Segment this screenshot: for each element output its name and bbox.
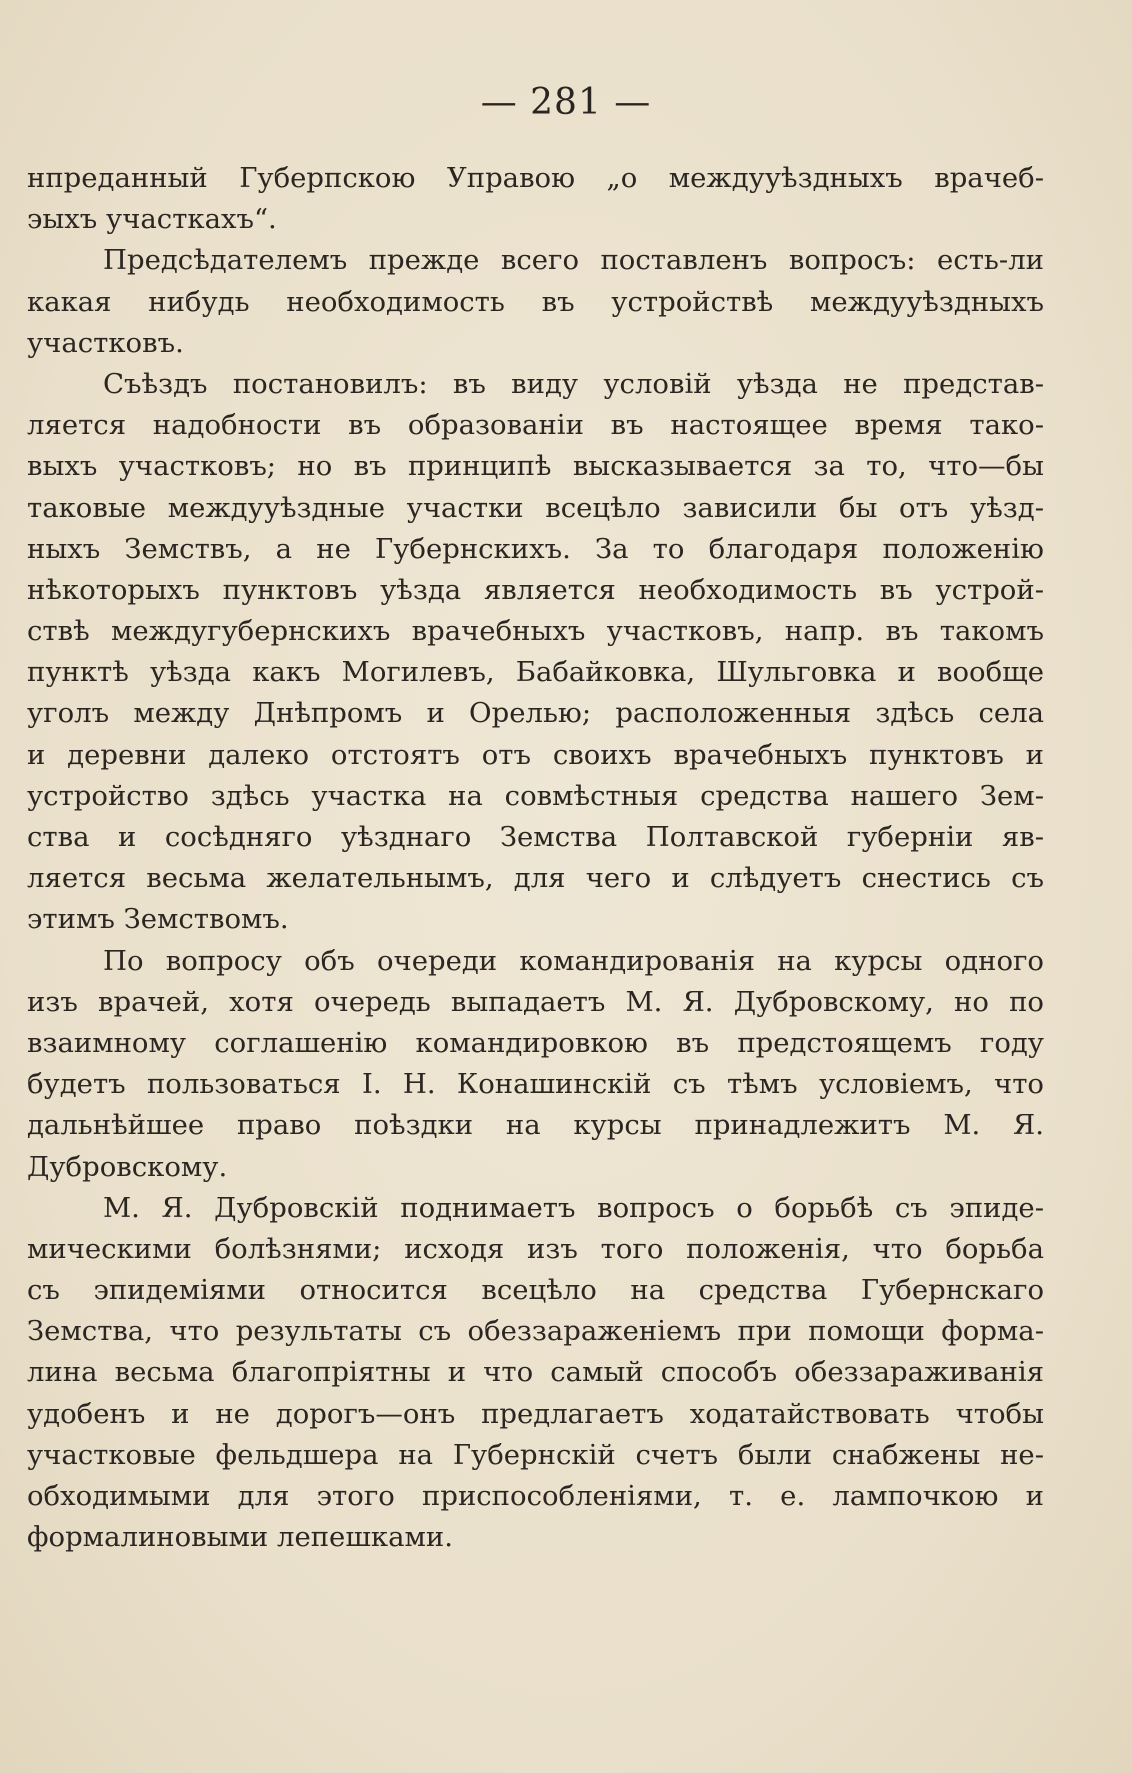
paragraph-4-line-1: По вопросу объ очереди командированія на курсы одного xyxy=(103,944,1044,977)
paragraph-1-line-1: нпреданный Губерпскою Управою „о междууѣздныхъ врачеб- xyxy=(27,162,1044,194)
paragraph-5-line-5: лина весьма благопріятны и что самый способъ обеззараживанія xyxy=(27,1356,1044,1389)
body-text xyxy=(27,158,1044,1558)
paragraph-3-line-5: ныхъ Земствъ, а не Губернскихъ. За то благодаря положенію xyxy=(27,532,1044,565)
paragraph-5-line-8: обходимыми для этого приспособленіями, т. е. лампочкою и xyxy=(27,1480,1044,1512)
paragraph-4-line-2: изъ врачей, хотя очередь выпадаетъ М. Я. Дубровскому, но по xyxy=(27,985,1044,1018)
paragraph-3-line-6: нѣкоторыхъ пунктовъ уѣзда является необходимость въ устрой- xyxy=(27,573,1044,606)
paragraph-3-line-10: и деревни далеко отстоятъ отъ своихъ врачебныхъ пунктовъ и xyxy=(27,738,1044,771)
paragraph-3-line-1: Съѣздъ постановилъ: въ виду условій уѣзда не представ- xyxy=(103,367,1044,400)
paragraph-5-line-6: удобенъ и не дорогъ—онъ предлагаетъ ходатайствовать чтобы xyxy=(27,1397,1044,1430)
paragraph-3-line-14: этимъ Земствомъ. xyxy=(27,903,289,936)
paragraph-3-line-8: пунктѣ уѣзда какъ Могилевъ, Бабайковка, Шульговка и вообще xyxy=(27,656,1044,689)
paragraph-5-line-3: съ эпидеміями относится всецѣло на средства Губернскаго xyxy=(27,1274,1044,1307)
paragraph-3-line-12: ства и сосѣдняго уѣзднаго Земства Полтавской губерніи яв- xyxy=(27,821,1044,853)
paragraph-3-line-11: устройство здѣсь участка на совмѣстныя средства нашего Зем- xyxy=(27,779,1044,812)
paragraph-4-line-4: будетъ пользоваться I. Н. Конашинскій съ тѣмъ условіемъ, что xyxy=(27,1068,1044,1101)
paragraph-4-line-3: взаимному соглашенію командировкою въ предстоящемъ году xyxy=(27,1026,1044,1059)
paragraph-3-line-2: ляется надобности въ образованіи въ настоящее время тако- xyxy=(27,409,1044,442)
paragraph-5-line-9: формалиновыми лепешками. xyxy=(27,1521,453,1554)
paragraph-5-line-4: Земства, что результаты съ обеззараженіемъ при помощи форма- xyxy=(27,1315,1044,1348)
page-number: — 281 — xyxy=(480,82,652,123)
paragraph-1-line-2: эыхъ участкахъ“. xyxy=(27,203,277,236)
paragraph-3-line-7: ствѣ междугубернскихъ врачебныхъ участковъ, напр. въ такомъ xyxy=(27,615,1044,648)
paragraph-5-line-1: М. Я. Дубровскій поднимаетъ вопросъ о борьбѣ съ эпиде- xyxy=(103,1191,1044,1224)
paragraph-3-line-9: уголъ между Днѣпромъ и Орелью; расположенныя здѣсь села xyxy=(27,697,1044,730)
paragraph-2-line-1: Предсѣдателемъ прежде всего поставленъ вопросъ: есть-ли xyxy=(103,244,1044,277)
paragraph-4-line-5: дальнѣйшее право поѣздки на курсы принадлежитъ М. Я. xyxy=(27,1109,1044,1142)
paragraph-5-line-7: участковые фельдшера на Губернскій счетъ были снабжены не- xyxy=(27,1438,1044,1471)
paragraph-2-line-3: участковъ. xyxy=(27,326,184,359)
paragraph-2-line-2: какая нибудь необходимость въ устройствѣ междууѣздныхъ xyxy=(27,285,1044,318)
paragraph-3-line-4: таковые междууѣздные участки всецѣло зависили бы отъ уѣзд- xyxy=(27,491,1044,524)
paragraph-3-line-13: ляется весьма желательнымъ, для чего и слѣдуетъ снестись съ xyxy=(27,862,1044,895)
paragraph-5-line-2: мическими болѣзнями; исходя изъ того положенія, что борьба xyxy=(27,1232,1044,1265)
paragraph-3-line-3: выхъ участковъ; но въ принципѣ высказывается за то, что—бы xyxy=(27,450,1044,483)
paragraph-4-line-6: Дубровскому. xyxy=(27,1150,228,1183)
